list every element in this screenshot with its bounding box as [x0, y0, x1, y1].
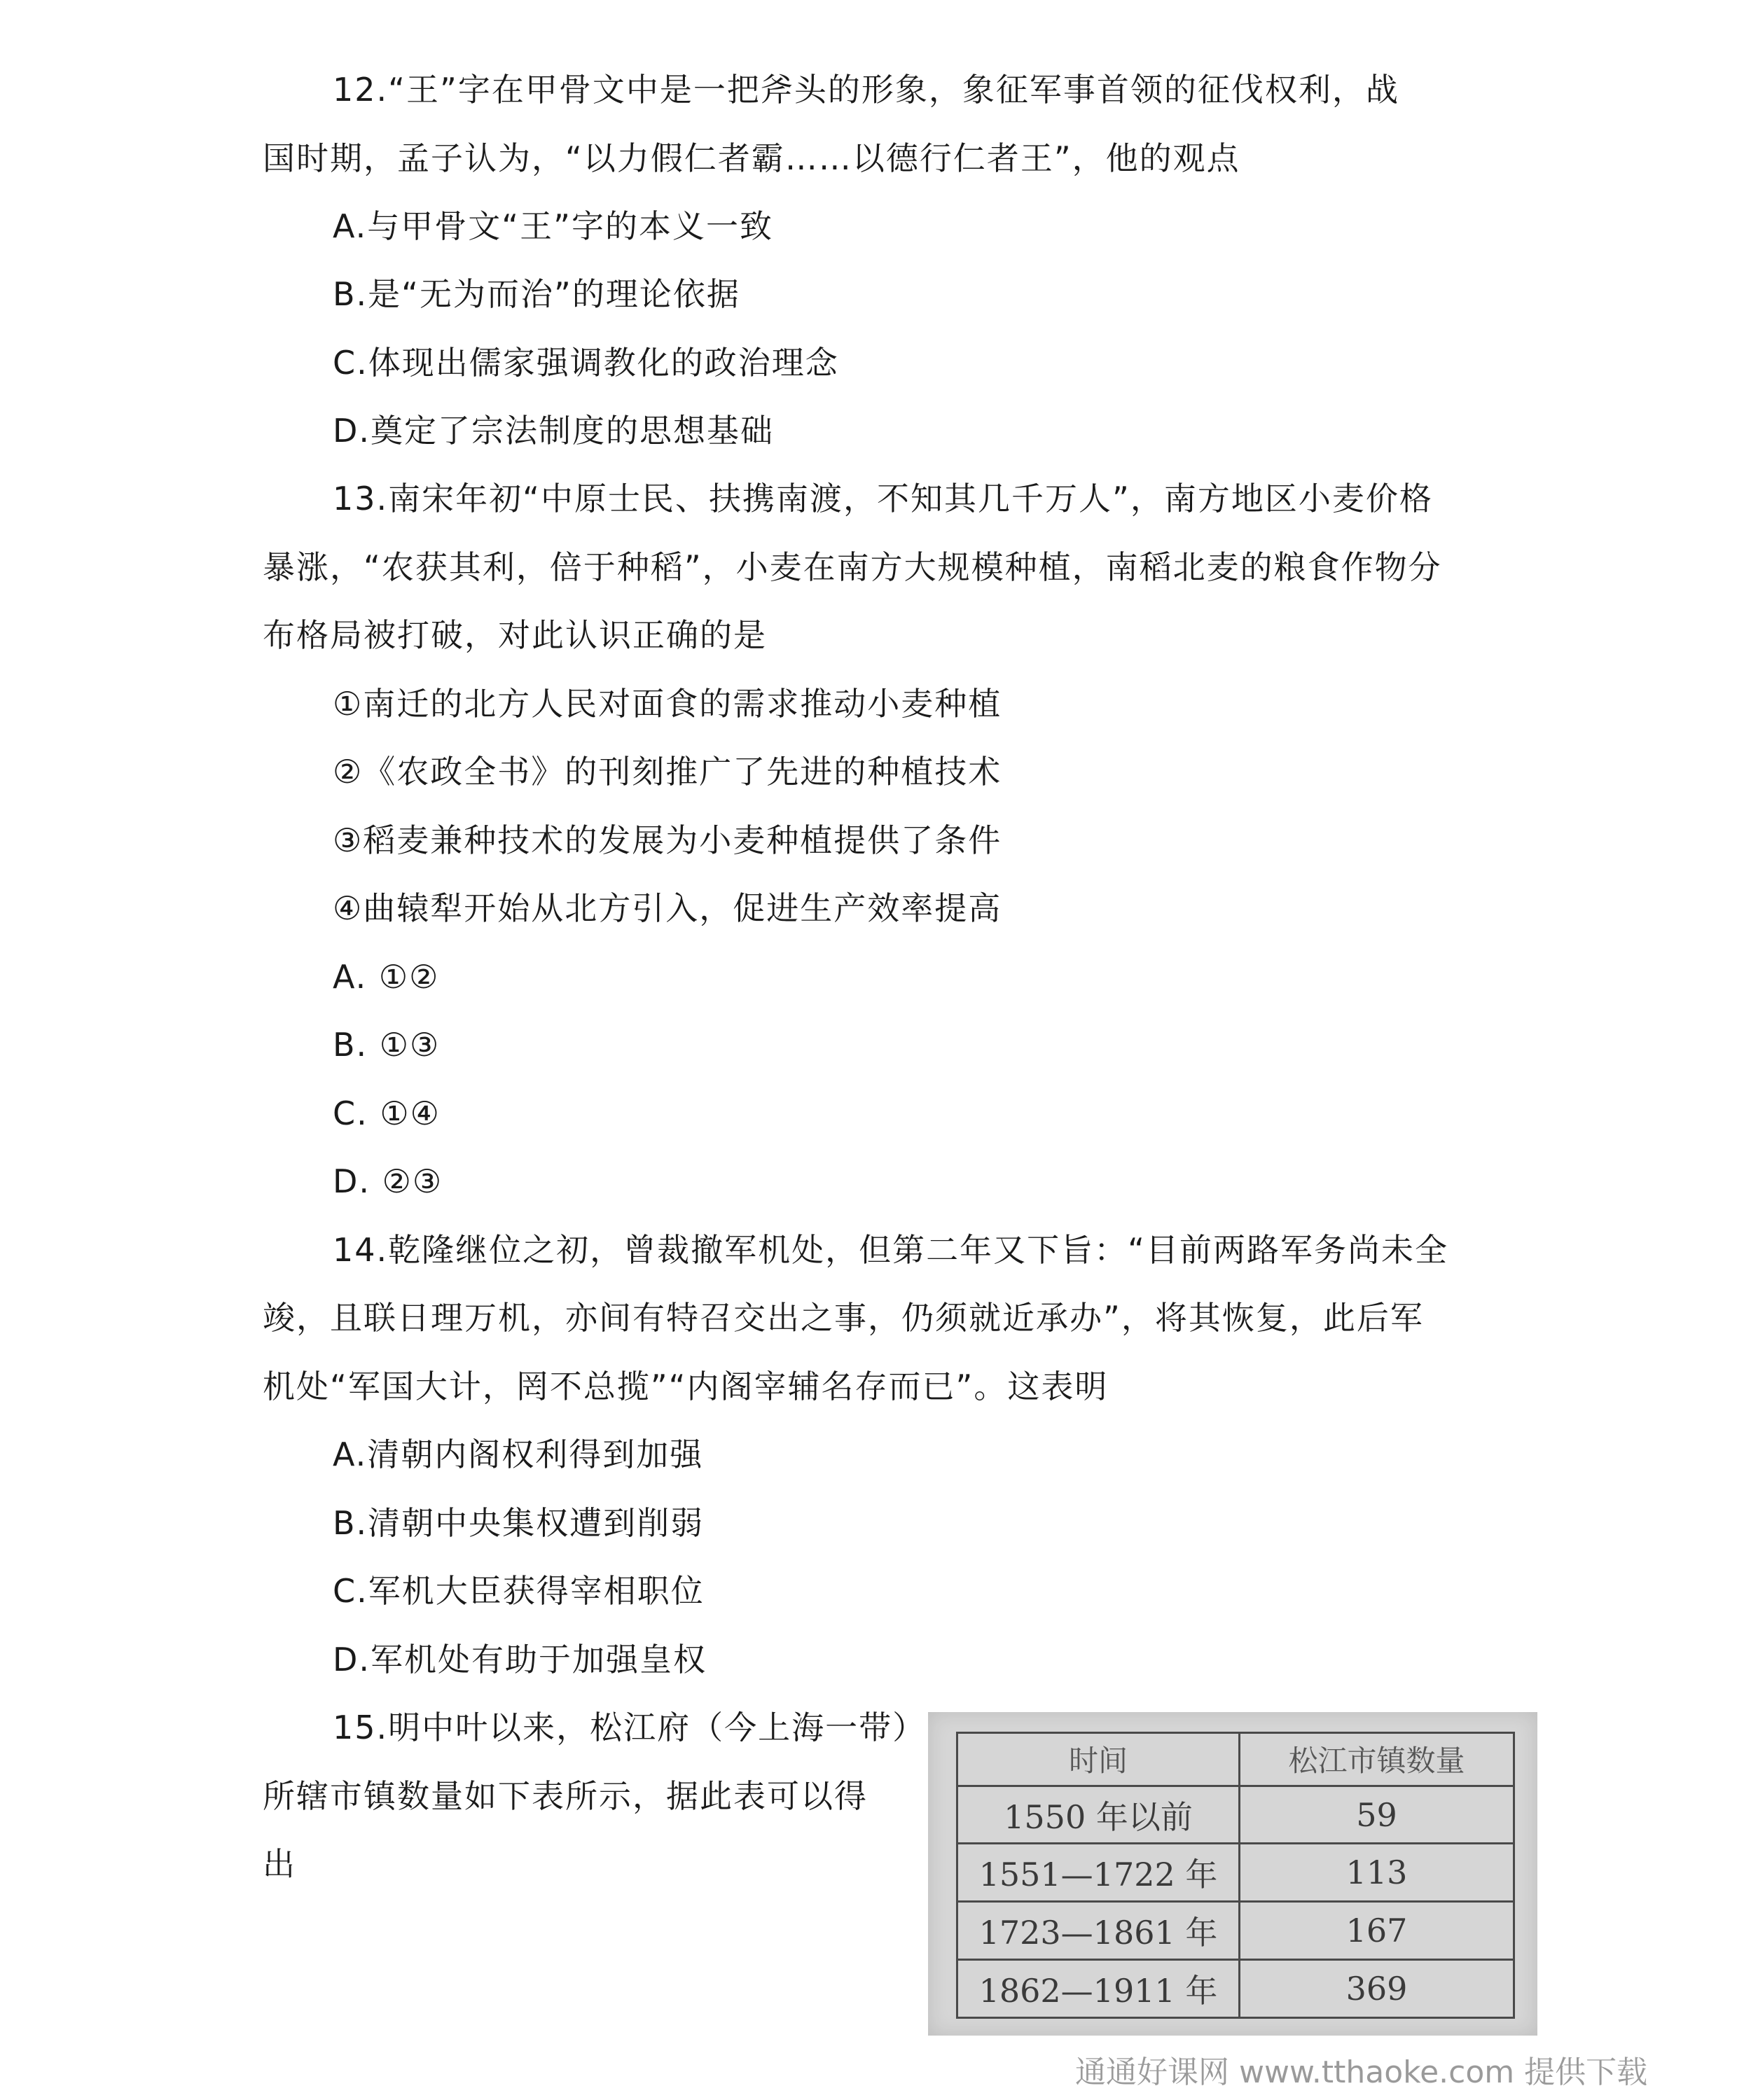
q13-stem-line3: 布格局被打破，对此认识正确的是 — [263, 616, 767, 654]
q14-option-b: B.清朝中央集权遭到削弱 — [333, 1504, 705, 1542]
q15-stem-line1: 15.明中叶以来，松江府（今上海一带） — [333, 1709, 927, 1746]
table-header-count: 松江市镇数量 — [1240, 1733, 1514, 1786]
table-row — [957, 1844, 1514, 1902]
table-cell-count: 369 — [1240, 1960, 1514, 2018]
q14-option-a: A.清朝内阁权利得到加强 — [333, 1435, 704, 1473]
q13-option-c: C. ①④ — [333, 1094, 441, 1132]
q15-stem-line3: 出 — [263, 1845, 296, 1883]
q13-statement-1: ①南迁的北方人民对面食的需求推动小麦种植 — [333, 685, 1002, 723]
q13-option-d: D. ②③ — [333, 1162, 443, 1200]
q13-option-a: A. ①② — [333, 958, 440, 996]
q15-market-town-table — [956, 1732, 1515, 2019]
table-cell-period: 1550 年以前 — [957, 1786, 1240, 1844]
table-row — [957, 1960, 1514, 2018]
q13-option-b: B. ①③ — [333, 1026, 441, 1064]
q13-stem-line1: 13.南宋年初“中原士民、扶携南渡，不知其几千万人”，南方地区小麦价格 — [333, 480, 1433, 517]
table-cell-count: 167 — [1240, 1902, 1514, 1960]
q12-option-b: B.是“无为而治”的理论依据 — [333, 275, 740, 313]
q12-stem-line2: 国时期，孟子认为，“以力假仁者霸……以德行仁者王”，他的观点 — [263, 139, 1240, 177]
q14-stem-line3: 机处“军国大计，罔不总揽”“内阁宰辅名存而已”。这表明 — [263, 1368, 1109, 1405]
q13-statement-4: ④曲辕犁开始从北方引入，促进生产效率提高 — [333, 889, 1002, 927]
q14-stem-line1: 14.乾隆继位之初，曾裁撤军机处，但第二年又下旨：“目前两路军务尚未全 — [333, 1231, 1448, 1269]
footer-watermark: 通通好课网 www.tthaoke.com 提供下载 — [1075, 2054, 1648, 2090]
table-cell-count: 59 — [1240, 1786, 1514, 1844]
table-cell-period: 1551—1722 年 — [957, 1844, 1240, 1902]
q15-stem-line2: 所辖市镇数量如下表所示，据此表可以得 — [263, 1777, 868, 1815]
q15-table-photo — [928, 1712, 1537, 2036]
q12-option-c: C.体现出儒家强调教化的政治理念 — [333, 344, 839, 382]
q14-option-c: C.军机大臣获得宰相职位 — [333, 1572, 705, 1610]
q14-option-d: D.军机处有助于加强皇权 — [333, 1641, 707, 1678]
table-cell-period: 1862—1911 年 — [957, 1960, 1240, 2018]
table-header-row — [957, 1733, 1514, 1786]
q13-stem-line2: 暴涨，“农获其利，倍于种稻”，小麦在南方大规模种植，南稻北麦的粮食作物分 — [263, 548, 1442, 586]
q12-stem-line1: 12.“王”字在甲骨文中是一把斧头的形象，象征军事首领的征伐权利，战 — [333, 71, 1399, 109]
table-header-time: 时间 — [957, 1733, 1240, 1786]
q13-statement-3: ③稻麦兼种技术的发展为小麦种植提供了条件 — [333, 821, 1002, 859]
table-row — [957, 1786, 1514, 1844]
q12-option-d: D.奠定了宗法制度的思想基础 — [333, 412, 775, 450]
table-row — [957, 1902, 1514, 1960]
q13-statement-2: ②《农政全书》的刊刻推广了先进的种植技术 — [333, 753, 1002, 791]
table-cell-count: 113 — [1240, 1844, 1514, 1902]
q12-option-a: A.与甲骨文“王”字的本义一致 — [333, 207, 773, 245]
table-cell-period: 1723—1861 年 — [957, 1902, 1240, 1960]
q14-stem-line2: 竣，且联日理万机，亦间有特召交出之事，仍须就近承办”，将其恢复，此后军 — [263, 1299, 1424, 1337]
